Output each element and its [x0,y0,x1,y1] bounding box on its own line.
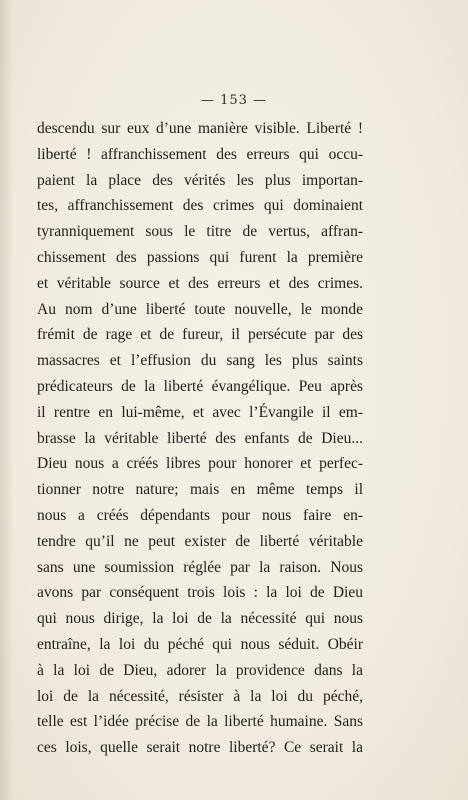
text-line: tionner notre nature; mais en même temps il [37,481,363,499]
text-line: tes, affranchissement des crimes qui dominaient [37,197,363,215]
page-number: — 153 — [200,93,268,108]
text-line: descendu sur eux d’une manière visible. Liberté ! [37,120,363,137]
text-line: paient la place des vérités les plus importan- [37,171,363,189]
text-line: frémit de rage et de fureur, il persécute par des [37,326,363,344]
text-line: ces lois, quelle serait notre liberté? Ce serait la [37,739,363,757]
text-line: loi de la nécessité, résister à la loi du péché, [37,687,363,705]
text-line: avons par conséquent trois lois : la loi de Dieu [37,584,363,602]
text-line: à la loi de Dieu, adorer la providence dans la [37,661,363,679]
text-line: qui nous dirige, la loi de la nécessité qui nous [37,610,363,628]
text-line: Au nom d’une liberté toute nouvelle, le monde [37,300,363,318]
text-line: nous a créés dépendants pour nous faire en- [37,506,363,524]
body-text [37,116,363,761]
text-line: tyranniquement sous le titre de vertus, affran- [37,223,363,241]
page-gutter-shadow [0,0,14,800]
text-line: brasse la véritable liberté des enfants de Dieu... [37,429,363,447]
text-line: entraîne, la loi du péché qui nous séduit. Obéir [37,635,363,653]
text-line: prédicateurs de la liberté évangélique. Peu après [37,377,363,395]
text-line: et véritable source et des erreurs et des crimes. [37,274,363,292]
text-line: liberté ! affranchissement des erreurs qui occu- [37,145,363,163]
text-line: massacres et l’effusion du sang les plus saints [37,352,363,370]
text-line: chissement des passions qui furent la première [37,248,363,266]
text-line: sans une soumission réglée par la raison. Nous [37,558,363,576]
text-line: Dieu nous a créés libres pour honorer et perfec- [37,455,363,473]
text-line: il rentre en lui-même, et avec l’Évangile il em- [37,403,363,421]
text-line: telle est l’idée précise de la liberté humaine. Sans [37,713,363,731]
text-line: tendre qu’il ne peut exister de liberté véritable [37,532,363,550]
